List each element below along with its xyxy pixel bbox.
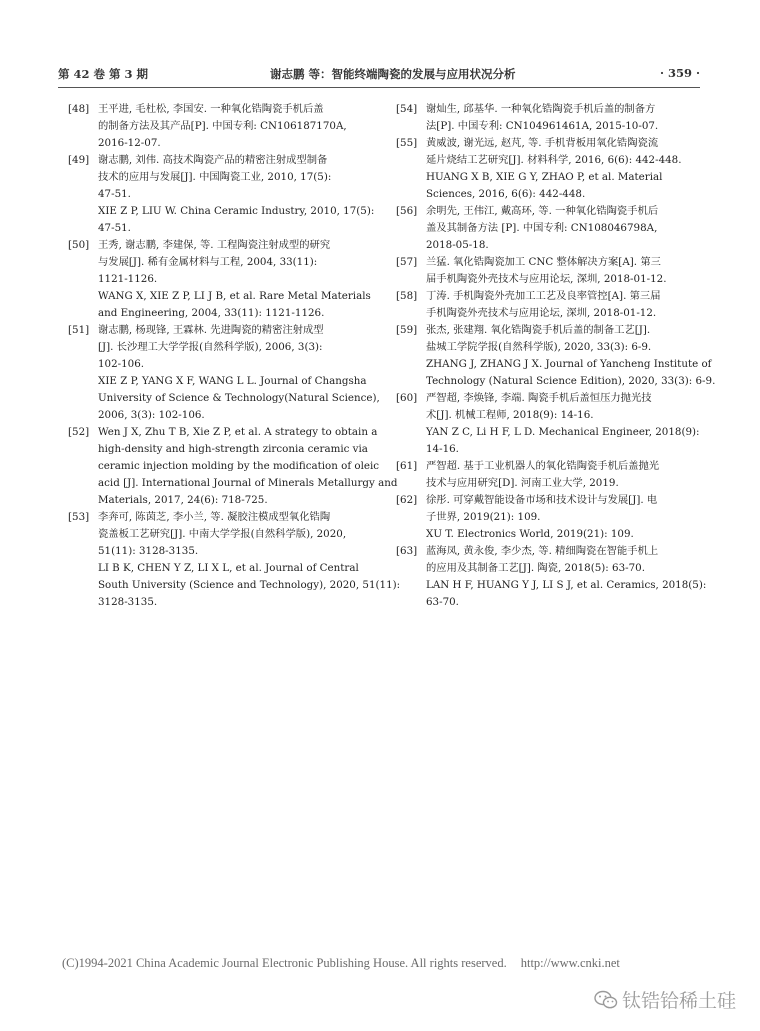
reference-text-line: 手机陶瓷外壳技术与应用论坛, 深圳, 2018-01-12. xyxy=(426,307,657,319)
reference-text-line: 兰猛. 氧化锆陶瓷加工 CNC 整体解决方案[A]. 第三 xyxy=(426,256,661,268)
reference-item xyxy=(396,390,700,458)
reference-number: [61] xyxy=(396,460,418,472)
watermark-text: 钛锆铪稀土硅 xyxy=(622,990,737,1012)
reference-text-line: 的应用及其制备工艺[J]. 陶瓷, 2018(5): 63-70. xyxy=(426,562,646,574)
reference-text-line: 63-70. xyxy=(426,596,459,608)
reference-number: [60] xyxy=(396,392,418,404)
reference-text-line: ceramic injection molding by the modification of oleic xyxy=(98,460,380,472)
reference-text-line: Wen J X, Zhu T B, Xie Z P, et al. A strategy to obtain a xyxy=(98,426,378,438)
reference-text-line: LAN H F, HUANG Y J, LI S J, et al. Ceramics, 2018(5): xyxy=(426,579,707,591)
reference-text-line: 2006, 3(3): 102-106. xyxy=(98,409,205,421)
reference-text-line: 3128-3135. xyxy=(98,596,158,608)
running-header xyxy=(58,66,700,84)
reference-number: [54] xyxy=(396,103,418,115)
reference-text-line: 102-106. xyxy=(98,358,145,370)
reference-text-line: YAN Z C, Li H F, L D. Mechanical Engineer, 2018(9): xyxy=(426,426,700,438)
reference-text-line: 盖及其制备方法 [P]. 中国专利: CN108046798A, xyxy=(426,222,658,234)
reference-item xyxy=(396,322,716,390)
reference-text-line: 2016-12-07. xyxy=(98,137,161,149)
reference-text-line: 蓝海凤, 黄永俊, 李少杰, 等. 精细陶瓷在智能手机上 xyxy=(426,545,659,557)
reference-text-line: XIE Z P, LIU W. China Ceramic Industry, 2010, 17(5): xyxy=(98,205,375,217)
reference-number: [59] xyxy=(396,324,418,336)
reference-text-line: 余明先, 王伟江, 戴高环, 等. 一种氧化锆陶瓷手机后 xyxy=(426,205,659,217)
reference-number: [62] xyxy=(396,494,418,506)
reference-text-line: 术[J]. 机械工程师, 2018(9): 14-16. xyxy=(426,409,594,421)
reference-text-line: 黄威波, 谢光远, 赵芃, 等. 手机背板用氧化锆陶瓷流 xyxy=(426,137,659,149)
reference-text-line: XU T. Electronics World, 2019(21): 109. xyxy=(426,528,634,540)
reference-item xyxy=(396,135,696,203)
header-rule xyxy=(58,87,700,88)
reference-text-line: 王秀, 谢志鹏, 李建保, 等. 工程陶瓷注射成型的研究 xyxy=(98,239,331,251)
reference-text-line: 法[P]. 中国专利: CN104961461A, 2015-10-07. xyxy=(426,120,659,132)
reference-item xyxy=(396,458,696,492)
reference-text-line: Technology (Natural Science Edition), 2020, 33(3): 6-9. xyxy=(426,375,716,387)
reference-text-line: 14-16. xyxy=(426,443,459,455)
reference-column-left xyxy=(68,101,401,611)
running-title: 谢志鹏 等：智能终端陶瓷的发展与应用状况分析 xyxy=(270,67,516,81)
reference-text-line: 子世界, 2019(21): 109. xyxy=(426,511,541,523)
reference-text-line: 谢志鹏, 刘伟. 高技术陶瓷产品的精密注射成型制备 xyxy=(98,154,328,166)
reference-text-line: 技术的应用与发展[J]. 中国陶瓷工业, 2010, 17(5): xyxy=(98,171,332,183)
reference-text-line: 严智超. 基于工业机器人的氧化锆陶瓷手机后盖抛光 xyxy=(426,460,660,472)
reference-text-line: 届手机陶瓷外壳技术与应用论坛, 深圳, 2018-01-12. xyxy=(426,273,667,285)
reference-text-line: 47-51. xyxy=(98,188,131,200)
reference-text-line: 的制备方法及其产品[P]. 中国专利: CN106187170A, xyxy=(98,120,347,132)
reference-number: [57] xyxy=(396,256,418,268)
reference-text-line: 延片烧结工艺研究[J]. 材料科学, 2016, 6(6): 442-448. xyxy=(426,154,682,166)
reference-item xyxy=(68,237,371,322)
reference-number: [58] xyxy=(396,290,418,302)
reference-item xyxy=(396,101,696,135)
reference-number: [52] xyxy=(68,426,90,438)
reference-item xyxy=(68,424,398,509)
reference-text-line: 王平进, 毛杜松, 李国安. 一种氧化锆陶瓷手机后盖 xyxy=(98,103,324,115)
reference-text-line: 严智超, 李焕锋, 李端. 陶瓷手机后盖恒压力抛光技 xyxy=(426,392,652,404)
reference-number: [51] xyxy=(68,324,90,336)
reference-number: [50] xyxy=(68,239,90,251)
reference-text-line: 谢志鹏, 杨现锋, 王霖林. 先进陶瓷的精密注射成型 xyxy=(98,324,324,336)
reference-number: [48] xyxy=(68,103,90,115)
reference-number: [49] xyxy=(68,154,90,166)
reference-number: [63] xyxy=(396,545,418,557)
reference-text-line: WANG X, XIE Z P, LI J B, et al. Rare Metal Materials xyxy=(98,290,371,302)
reference-text-line: acid [J]. International Journal of Minerals Metallurgy and xyxy=(98,477,398,489)
reference-text-line: ZHANG J, ZHANG J X. Journal of Yancheng Institute of xyxy=(426,358,712,370)
reference-item xyxy=(68,101,364,152)
reference-item xyxy=(396,254,696,288)
reference-text-line: 李奔可, 陈茵芝, 李小兰, 等. 凝胶注模成型氧化锆陶 xyxy=(98,511,331,523)
cnki-link[interactable]: http://www.cnki.net xyxy=(520,956,620,970)
reference-text-line: 徐彤. 可穿戴智能设备市场和技术设计与发展[J]. 电 xyxy=(426,494,658,506)
reference-number: [55] xyxy=(396,137,418,149)
reference-text-line: high-density and high-strength zirconia ceramic via xyxy=(98,443,368,455)
reference-text-line: 盐城工学院学报(自然科学版), 2020, 33(3): 6-9. xyxy=(426,341,652,353)
reference-text-line: and Engineering, 2004, 33(11): 1121-1126. xyxy=(98,307,325,319)
page-footer xyxy=(62,956,620,971)
reference-text-line: 与发展[J]. 稀有金属材料与工程, 2004, 33(11): xyxy=(98,256,318,268)
reference-text-line: 1121-1126. xyxy=(98,273,158,285)
reference-text-line: 47-51. xyxy=(98,222,131,234)
reference-item xyxy=(68,509,401,611)
watermark xyxy=(594,986,736,1015)
reference-text-line: 丁涛. 手机陶瓷外壳加工工艺及良率管控[A]. 第三届 xyxy=(426,290,661,302)
reference-item xyxy=(396,203,696,254)
reference-text-line: 51(11): 3128-3135. xyxy=(98,545,199,557)
reference-item xyxy=(396,492,696,543)
reference-text-line: 瓷盖板工艺研究[J]. 中南大学学报(自然科学版), 2020, xyxy=(98,528,347,540)
reference-text-line: South University (Science and Technology), 2020, 51(11): xyxy=(98,579,401,591)
reference-item xyxy=(396,543,707,611)
reference-text-line: 2018-05-18. xyxy=(426,239,489,251)
copyright-notice: (C)1994-2021 China Academic Journal Electronic Publishing House. All rights reserved. xyxy=(62,956,507,970)
reference-text-line: [J]. 长沙理工大学学报(自然科学版), 2006, 3(3): xyxy=(98,341,323,353)
reference-text-line: HUANG X B, XIE G Y, ZHAO P, et al. Material xyxy=(426,171,663,183)
volume-issue: 第 42 卷 第 3 期 xyxy=(58,67,149,81)
reference-item xyxy=(68,152,375,237)
reference-text-line: XIE Z P, YANG X F, WANG L L. Journal of Changsha xyxy=(98,375,367,387)
reference-item xyxy=(68,322,380,424)
reference-text-line: University of Science & Technology(Natural Science), xyxy=(98,392,380,404)
reference-number: [56] xyxy=(396,205,418,217)
wechat-icon xyxy=(594,990,618,1015)
reference-text-line: Sciences, 2016, 6(6): 442-448. xyxy=(426,188,586,200)
reference-text-line: 张杰, 张建翔. 氧化锆陶瓷手机后盖的制备工艺[J]. xyxy=(426,324,651,336)
page-number: · 359 · xyxy=(659,66,700,80)
reference-text-line: 技术与应用研究[D]. 河南工业大学, 2019. xyxy=(426,477,619,489)
reference-item xyxy=(396,288,696,322)
reference-text-line: Materials, 2017, 24(6): 718-725. xyxy=(98,494,268,506)
reference-text-line: LI B K, CHEN Y Z, LI X L, et al. Journal of Central xyxy=(98,562,359,574)
reference-number: [53] xyxy=(68,511,90,523)
reference-text-line: 谢灿生, 邱基华. 一种氧化锆陶瓷手机后盖的制备方 xyxy=(426,103,656,115)
reference-column-right xyxy=(396,101,716,611)
